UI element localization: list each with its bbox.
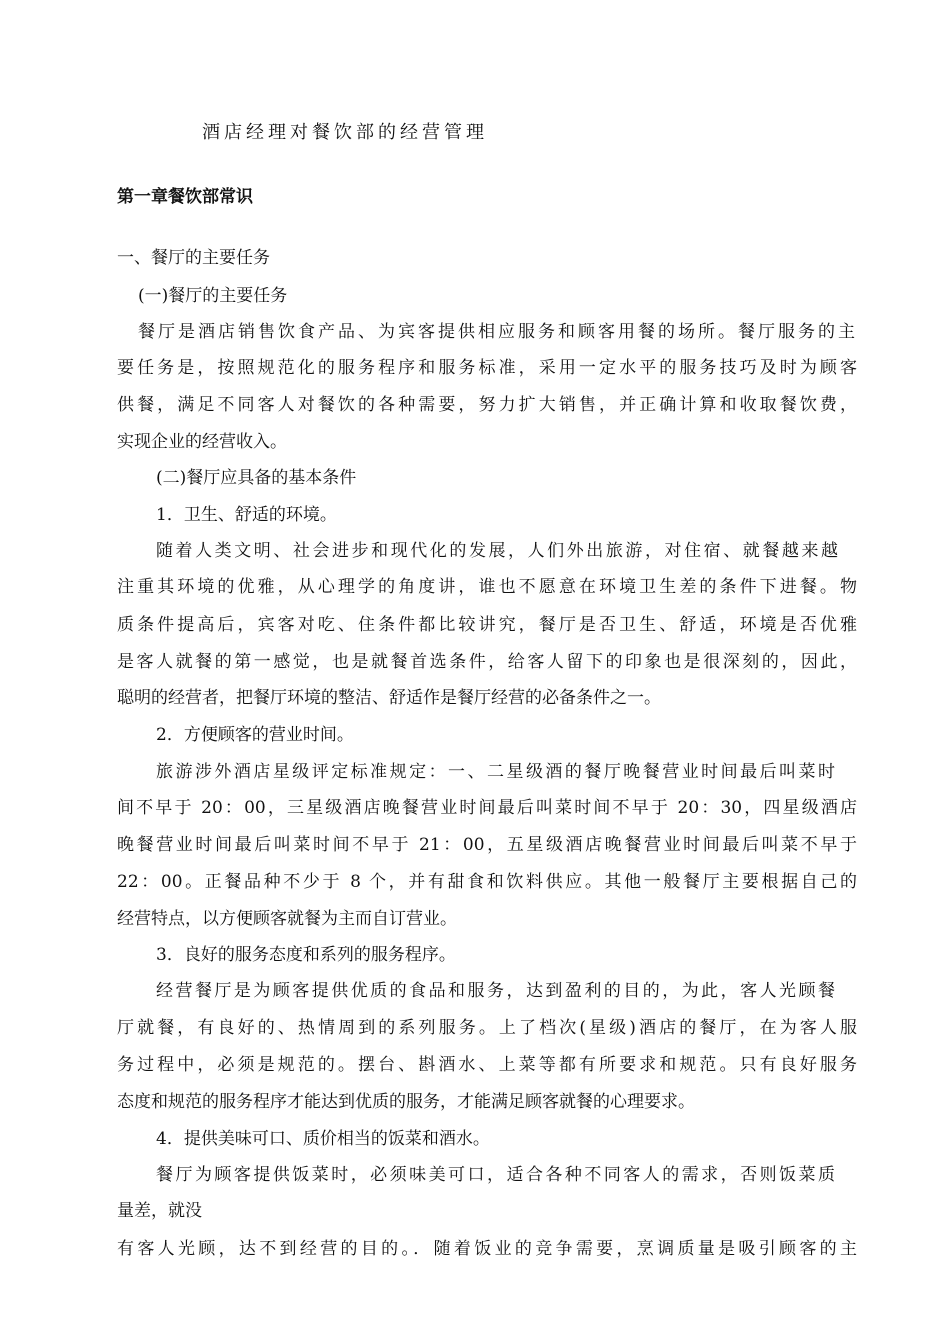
chapter-heading: 第一章餐饮部常识: [117, 187, 253, 207]
document-title: 酒店经理对餐饮部的经营管理: [202, 122, 488, 143]
paragraph-line: 量差，就没: [117, 1201, 202, 1221]
paragraph-line: 经营餐厅是为顾客提供优质的食品和服务，达到盈利的目的，为此，客人光顾餐: [156, 981, 835, 1001]
paragraph-line: 经营特点，以方便顾客就餐为主而自订营业。: [117, 909, 457, 929]
paragraph-line: 是客人就餐的第一感觉，也是就餐首选条件，给客人留下的印象也是很深刻的，因此，: [117, 652, 857, 672]
paragraph-line: 旅游涉外酒店星级评定标准规定：一、二星级酒的餐厅晚餐营业时间最后叫菜时: [156, 762, 835, 782]
paragraph-line: 实现企业的经营收入。: [117, 432, 287, 452]
paragraph-line: 质条件提高后，宾客对吃、住条件都比较讲究，餐厅是否卫生、舒适，环境是否优雅: [117, 615, 857, 635]
paragraph-line: 餐厅为顾客提供饭菜时，必须味美可口，适合各种不同客人的需求，否则饭菜质: [156, 1165, 835, 1185]
list-item-heading: 1．卫生、舒适的环境。: [156, 505, 337, 525]
paragraph-line: 聪明的经营者，把餐厅环境的整洁、舒适作是餐厅经营的必备条件之一。: [117, 688, 661, 708]
section-heading: 一、餐厅的主要任务: [117, 248, 270, 268]
paragraph-line: 餐厅是酒店销售饮食产品、为宾客提供相应服务和顾客用餐的场所。餐厅服务的主: [138, 322, 855, 342]
paragraph-line: 晚餐营业时间最后叫菜时间不早于 21：00，五星级酒店晚餐营业时间最后叫菜不早于: [117, 835, 857, 855]
paragraph-line: 要任务是，按照规范化的服务程序和服务标准，采用一定水平的服务技巧及时为顾客: [117, 358, 857, 378]
list-item-heading: 2．方便顾客的营业时间。: [156, 725, 354, 745]
paragraph-line: 注重其环境的优雅，从心理学的角度讲，谁也不愿意在环境卫生差的条件下进餐。物: [117, 577, 857, 597]
paragraph-line: 随着人类文明、社会进步和现代化的发展，人们外出旅游，对住宿、就餐越来越: [156, 541, 838, 561]
paragraph-line: 有客人光顾，达不到经营的目的。．随着饭业的竞争需要，烹调质量是吸引顾客的主: [117, 1239, 857, 1259]
paragraph-line: 态度和规范的服务程序才能达到优质的服务，才能满足顾客就餐的心理要求。: [117, 1092, 695, 1112]
paragraph-line: 间不早于 20：00，三星级酒店晚餐营业时间最后叫菜时间不早于 20：30，四星级酒店: [117, 798, 857, 818]
paragraph-line: 供餐，满足不同客人对餐饮的各种需要，努力扩大销售，并正确计算和收取餐饮费，: [117, 395, 857, 415]
list-item-heading: 4．提供美味可口、质价相当的饭菜和酒水。: [156, 1129, 490, 1149]
paragraph-line: 务过程中，必须是规范的。摆台、斟酒水、上菜等都有所要求和规范。只有良好服务: [117, 1055, 857, 1075]
subsection-heading: (二)餐厅应具备的基本条件: [156, 468, 357, 488]
paragraph-line: 22：00。正餐品种不少于 8 个，并有甜食和饮料供应。其他一般餐厅主要根据自己的: [117, 872, 857, 892]
list-item-heading: 3．良好的服务态度和系列的服务程序。: [156, 945, 456, 965]
subsection-heading: (一)餐厅的主要任务: [138, 286, 288, 306]
paragraph-line: 厅就餐，有良好的、热情周到的系列服务。上了档次(星级)酒店的餐厅，在为客人服: [117, 1018, 857, 1038]
